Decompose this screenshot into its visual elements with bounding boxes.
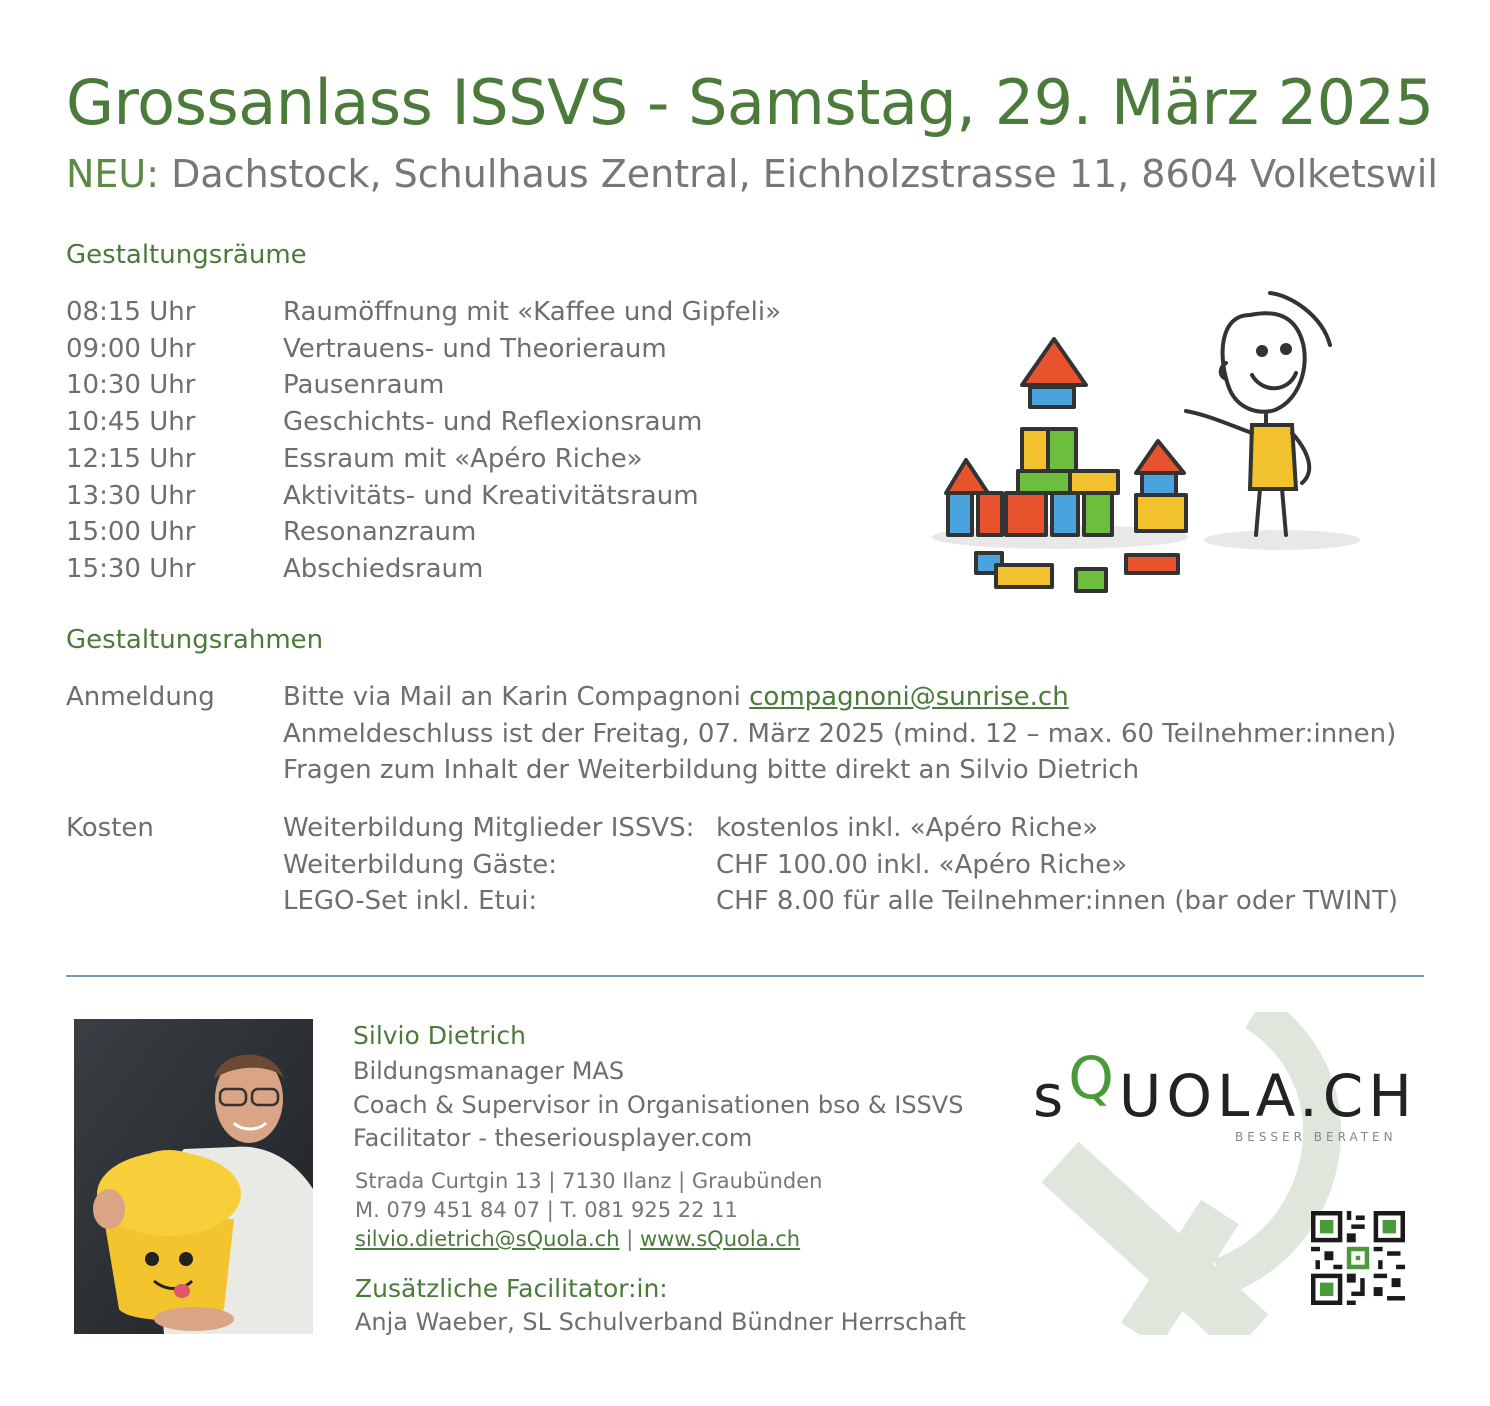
schedule-activity: Abschiedsraum — [283, 553, 484, 584]
cost-item-value: CHF 100.00 inkl. «Apéro Riche» — [716, 849, 1128, 880]
contact-phones: M. 079 451 84 07 | T. 081 925 22 11 — [355, 1198, 738, 1222]
schedule-activity: Raumöffnung mit «Kaffee und Gipfeli» — [283, 297, 781, 327]
page-title: Grossanlass ISSVS - Samstag, 29. März 2025 — [66, 66, 1434, 139]
logo-letter-s: s — [1033, 1062, 1069, 1130]
logo-tagline: BESSER BERATEN — [1235, 1130, 1397, 1144]
schedule-time: 15:00 Uhr — [66, 517, 196, 548]
frame-heading: Gestaltungsrahmen — [66, 625, 324, 655]
venue-address: Dachstock, Schulhaus Zentral, Eichholzstrasse 11, 8604 Volketswil — [159, 152, 1438, 196]
venue-line — [66, 152, 1438, 196]
schedule-time: 15:30 Uhr — [66, 553, 196, 584]
link-separator: | — [619, 1227, 640, 1251]
extra-facilitator-heading: Zusätzliche Facilitator:in: — [355, 1274, 668, 1303]
schedule-time: 10:45 Uhr — [66, 407, 196, 438]
costs-label: Kosten — [66, 813, 154, 843]
website-link[interactable]: www.sQuola.ch — [639, 1227, 801, 1251]
building-blocks-illustration — [930, 275, 1370, 605]
registration-line-1 — [283, 679, 1396, 716]
registration-label: Anmeldung — [66, 682, 215, 712]
logo-letter-q: Q — [1068, 1044, 1119, 1112]
costs-values — [716, 810, 1398, 920]
registration-details — [283, 679, 1396, 789]
contact-role: Facilitator - theseriousplayer.com — [353, 1124, 753, 1152]
contact-photo — [74, 1019, 313, 1334]
schedule-activity: Essraum mit «Apéro Riche» — [283, 443, 643, 474]
cost-item-name: Weiterbildung Mitglieder ISSVS: — [283, 813, 695, 843]
venue-new-label: NEU: — [66, 152, 160, 196]
costs-names — [283, 810, 694, 920]
cost-item-name: LEGO-Set inkl. Etui: — [283, 886, 538, 917]
registration-text: Bitte via Mail an Karin Compagnoni — [283, 682, 750, 712]
schedule-activity: Aktivitäts- und Kreativitätsraum — [283, 480, 699, 511]
contact-email-link[interactable]: silvio.dietrich@sQuola.ch — [355, 1227, 620, 1251]
extra-facilitator-name: Anja Waeber, SL Schulverband Bündner Herrschaft — [355, 1308, 966, 1336]
contact-role: Bildungsmanager MAS — [353, 1057, 625, 1085]
cost-item-value: CHF 8.00 für alle Teilnehmer:innen (bar oder TWINT) — [716, 886, 1399, 917]
contact-details — [355, 1167, 822, 1254]
contact-address: Strada Curtgin 13 | 7130 Ilanz | Graubünden — [355, 1169, 823, 1193]
qr-code-icon — [1311, 1211, 1405, 1305]
schedule-activity: Pausenraum — [283, 370, 445, 401]
squola-logo — [1033, 1044, 1417, 1130]
contact-role: Coach & Supervisor in Organisationen bso & ISSVS — [353, 1090, 964, 1119]
schedule-heading: Gestaltungsräume — [66, 240, 307, 270]
contact-name: Silvio Dietrich — [353, 1021, 526, 1050]
schedule-activity: Geschichts- und Reflexionsraum — [283, 407, 703, 438]
contact-links — [355, 1225, 822, 1254]
schedule-time: 12:15 Uhr — [66, 443, 196, 474]
cost-item-value: kostenlos inkl. «Apéro Riche» — [716, 813, 1099, 843]
schedule-activity: Resonanzraum — [283, 517, 477, 548]
registration-email-link[interactable]: compagnoni@sunrise.ch — [749, 682, 1069, 712]
schedule-time: 10:30 Uhr — [66, 370, 196, 401]
registration-questions: Fragen zum Inhalt der Weiterbildung bitte direkt an Silvio Dietrich — [283, 755, 1140, 786]
schedule-time: 08:15 Uhr — [66, 297, 196, 327]
schedule-time: 09:00 Uhr — [66, 333, 196, 364]
section-divider — [66, 975, 1424, 977]
cost-item-name: Weiterbildung Gäste: — [283, 849, 558, 880]
schedule-times — [66, 294, 195, 588]
registration-deadline: Anmeldeschluss ist der Freitag, 07. März 2025 (mind. 12 – max. 60 Teilnehmer:innen) — [283, 718, 1397, 749]
schedule-activities — [283, 294, 781, 588]
schedule-activity: Vertrauens- und Theorieraum — [283, 333, 667, 364]
contact-roles — [353, 1055, 963, 1156]
schedule-time: 13:30 Uhr — [66, 480, 196, 511]
logo-text-rest: UOLA.CH — [1118, 1062, 1417, 1130]
